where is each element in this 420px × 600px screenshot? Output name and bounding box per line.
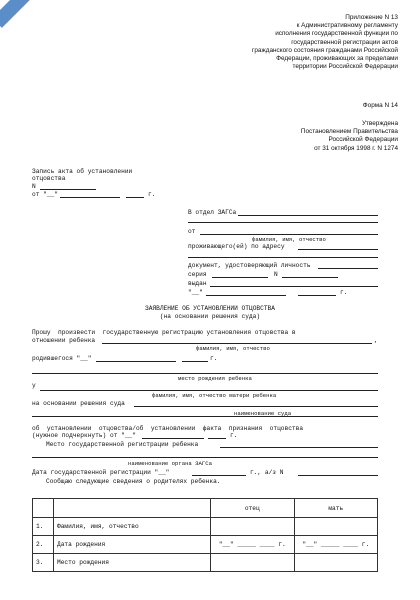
record-number-label: N xyxy=(32,183,36,190)
zags-caption: наименование органа ЗАГСа xyxy=(128,460,212,467)
child-fio-caption: фамилия, имя, отчество xyxy=(196,345,270,352)
issued-date-label: "__" xyxy=(188,289,203,296)
record-date-label: от "__" xyxy=(32,191,58,198)
address-field-2[interactable] xyxy=(188,257,378,258)
father-value[interactable] xyxy=(211,518,295,536)
parents-info-text: Сообщаю следующие сведения о родителях ребенка. xyxy=(46,478,221,485)
header-line: государственной регистрации актов xyxy=(291,38,398,46)
mother-prefix: у xyxy=(32,382,36,389)
child-comma: , xyxy=(374,337,378,344)
residing-label: проживающего(ей) по адресу xyxy=(188,243,285,250)
record-label: Запись акта об установлении xyxy=(32,168,133,175)
court-field-2[interactable] xyxy=(32,416,378,417)
child-name-field[interactable] xyxy=(102,343,372,344)
row-number: 2. xyxy=(33,536,54,554)
father-value[interactable] xyxy=(211,554,295,572)
from-label: от xyxy=(188,228,196,235)
father-column-header: отец xyxy=(211,499,295,518)
birthplace-field[interactable] xyxy=(32,373,378,374)
record-label-2: отцовства xyxy=(32,175,66,182)
registration-place-field-2[interactable] xyxy=(32,457,378,458)
birthplace-caption: место рождения ребенка xyxy=(178,375,252,382)
issued-by-field[interactable] xyxy=(210,286,378,287)
court-field[interactable] xyxy=(134,406,378,407)
registration-date-field[interactable] xyxy=(192,475,246,476)
issued-date-field[interactable] xyxy=(206,295,286,296)
mother-value[interactable]: "__" _____ ____ г. xyxy=(294,536,378,554)
row-number: 1. xyxy=(33,518,54,536)
watermark-ribbon xyxy=(0,0,87,28)
record-year-field[interactable] xyxy=(126,197,144,198)
zags-name-field-2[interactable] xyxy=(188,222,378,223)
parents-table xyxy=(32,498,378,572)
approval-line: Постановлением Правительства xyxy=(300,128,398,136)
registration-date-label: Дата государственной регистрации "__" xyxy=(32,469,170,476)
row-label: Место рождения xyxy=(54,554,211,572)
record-number-field-2[interactable] xyxy=(298,475,378,476)
header-line: исполнения государственной функции по xyxy=(275,30,398,38)
issued-year-suffix: г. xyxy=(340,289,348,296)
header-line: Федерации, проживающих за пределами xyxy=(276,55,398,63)
child-label: отношении ребенка xyxy=(32,337,96,344)
zags-name-field[interactable] xyxy=(238,215,378,216)
header-cell xyxy=(33,499,54,518)
table-header-row xyxy=(33,499,378,518)
appendix-number: Приложение N 13 xyxy=(345,14,398,21)
registration-place-field[interactable] xyxy=(220,447,378,448)
approval-line: Утверждена xyxy=(361,120,398,127)
mother-value[interactable] xyxy=(294,518,378,536)
table-row xyxy=(33,518,378,536)
appendix-header xyxy=(138,14,398,71)
record-year-suffix: г. xyxy=(148,191,156,198)
decision-year-field[interactable] xyxy=(208,438,226,439)
to-zags-label: В отдел ЗАГСа xyxy=(188,209,237,216)
applicant-name-field[interactable] xyxy=(200,234,378,235)
court-name-caption: наименование суда xyxy=(234,410,292,417)
request-text: Прошу произвести государственную регистрацию установления отцовства в xyxy=(32,329,296,336)
doc-number-field[interactable] xyxy=(282,277,338,278)
born-label: родившегося "__" xyxy=(32,355,92,362)
header-cell xyxy=(54,499,211,518)
approval-line: от 31 октября 1998 г. N 1274 xyxy=(314,144,398,152)
document-title: ЗАЯВЛЕНИЕ ОБ УСТАНОВЛЕНИИ ОТЦОВСТВА xyxy=(145,305,275,312)
mother-column-header: мать xyxy=(294,499,378,518)
approval-block xyxy=(138,120,398,153)
row-label: Дата рождения xyxy=(54,536,211,554)
address-field[interactable] xyxy=(298,249,378,250)
row-label: Фамилия, имя, отчество xyxy=(54,518,211,536)
id-doc-label: документ, удостоверяющий личность xyxy=(188,262,311,269)
paternity-type-text: об установлении отцовства/об установлении факта признания отцовства xyxy=(32,425,304,432)
row-number: 3. xyxy=(33,554,54,572)
decision-date-label: (нужное подчеркнуть) от "__" xyxy=(32,432,136,439)
header-line: к Административному регламенту xyxy=(296,22,398,30)
series-field[interactable] xyxy=(212,277,268,278)
header-line: гражданского состояния гражданами Российской xyxy=(252,46,398,54)
decision-date-field[interactable] xyxy=(142,438,204,439)
table-row xyxy=(33,536,378,554)
fio-caption: фамилия, имя, отчество xyxy=(252,236,326,243)
record-number-field[interactable] xyxy=(40,189,96,190)
form-number: Форма N 14 xyxy=(362,102,398,109)
table-row xyxy=(33,554,378,572)
father-value[interactable]: "__" _____ ____ г. xyxy=(211,536,295,554)
registration-record-label: г., а/з N xyxy=(250,469,284,476)
id-doc-field[interactable] xyxy=(318,268,378,269)
approval-line: Российской Федерации xyxy=(328,136,398,144)
birth-year-field[interactable] xyxy=(182,361,208,362)
document-subtitle: (на основании решения суда) xyxy=(159,313,261,320)
mother-fio-caption: фамилия, имя, отчество матери ребенка xyxy=(152,392,277,399)
record-date-field[interactable] xyxy=(60,197,120,198)
series-label: серия xyxy=(188,271,207,278)
birth-date-field[interactable] xyxy=(96,361,176,362)
court-label: на основании решения суда xyxy=(32,400,125,407)
doc-number-label: N xyxy=(274,271,278,278)
birth-year-suffix: г. xyxy=(210,355,218,362)
mother-name-field[interactable] xyxy=(40,390,378,391)
mother-value[interactable] xyxy=(294,554,378,572)
issued-label: выдан xyxy=(188,280,207,287)
issued-year-field[interactable] xyxy=(298,295,336,296)
header-line: территории Российской Федерации xyxy=(292,63,398,71)
decision-year-suffix: г. xyxy=(230,432,238,439)
registration-place-label: Место государственной регистрации ребенка xyxy=(46,441,199,448)
